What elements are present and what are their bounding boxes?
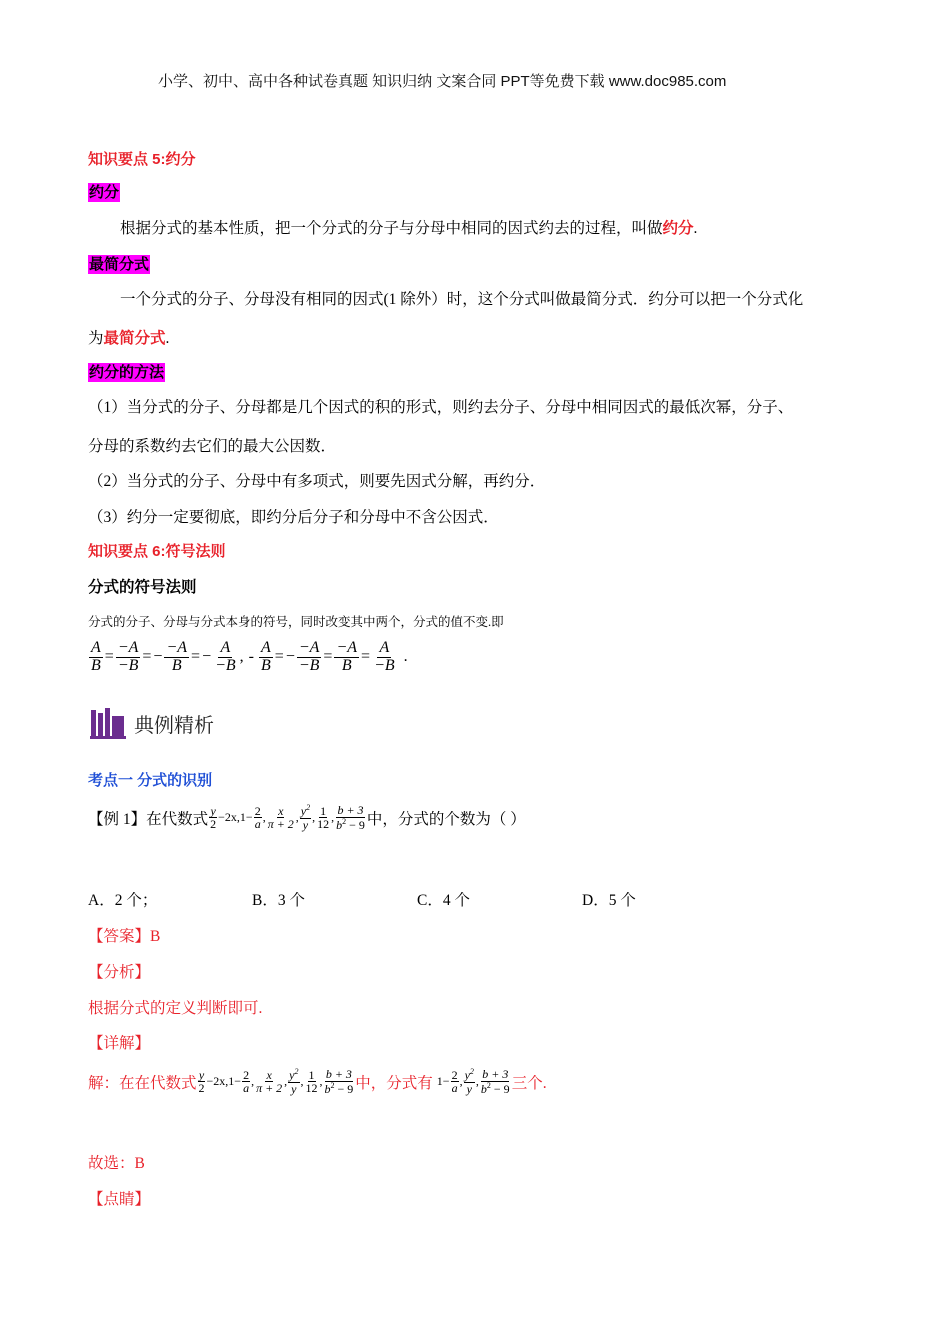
dianjing-label: 【点睛】 [88,1191,151,1208]
choice-c: C．4 个 [417,892,470,909]
tag-yuefen-label: 约分 [89,184,120,201]
frac-8: $\frac{A}{-B}$ [374,639,395,674]
method-1-line2: 分母的系数约去它们的最大公因数． [88,438,337,455]
tag-zuijian [88,253,150,274]
frac-2: $\frac{-A}{-B}$ [117,639,139,674]
frac-5: $\frac{A}{B}$ [261,639,271,674]
solution-prefix: 解：在在代数式 [88,1074,197,1092]
frac-7: $\frac{-A}{B}$ [336,639,358,674]
method-3: （3）约分一定要彻底，即约分后分子和分母中不含公因式． [88,509,499,526]
tag-method [88,361,165,382]
choice-a: A．2 个； [88,892,158,909]
analysis-text: 根据分式的定义判断即可. [88,1000,263,1017]
sign-rule-desc: 分式的分子、分母与分式本身的符号，同时改变其中两个，分式的值不变.即 [88,615,504,629]
choose-b: 故选：B [88,1155,145,1172]
zuijian-pre: 为 [88,330,104,347]
solution-answer-expression: 1− $\frac{2}{a}$ , $\frac{y^2}{y}$ , $\frac{b + 3}{b^2 - 9}$ [436,1067,510,1096]
zuijian-line2 [88,326,169,348]
answer: 【答案】B [88,928,161,945]
section-title-k5: 知识要点 5:约分 [88,151,196,168]
examples-heading [90,707,214,739]
choice-b: B．3 个 [252,892,305,909]
yuefen-text: 根据分式的基本性质，把一个分式的分子与分母中相同的因式约去的过程，叫做 [120,220,663,237]
yuefen-term: 约分 [662,220,694,237]
zuijian-line1: 一个分式的分子、分母没有相同的因式(1 除外）时，这个分式叫做最简分式．约分可以把一个分式化 [120,291,804,308]
books-icon [90,707,126,739]
analysis-label: 【分析】 [88,964,151,981]
tag-zuijian-label: 最简分式 [89,256,150,273]
detail-label: 【详解】 [88,1035,151,1052]
yuefen-end: . [693,220,698,237]
examples-heading-text: 典例精析 [134,714,214,737]
sign-rule-formula: $\frac{A}{B}$ = $\frac{-A}{-B}$ = − $\frac{-A}{B}$ = − $\frac{A}{-B}$ , - $\frac{A}{B}$ = − $\frac{-A}{-B}$ = $\frac{-A}{B}$ = $\frac{A}{-B}$ . [91,639,408,674]
zuijian-term: 最简分式 [103,330,166,347]
choice-d: D．5 个 [582,892,636,909]
method-1-line1: （1）当分式的分子、分母都是几个因式的积的形式，则约去分子、分母中相同因式的最低次幂，分子、 [88,399,794,416]
sign-rule-subtitle: 分式的符号法则 [88,579,197,596]
page-header: 小学、初中、高中各种试卷真题 知识归纳 文案合同 PPT等免费下载 www.doc985.com [158,73,727,90]
yuefen-definition [120,216,697,238]
tag-method-label: 约分的方法 [89,364,165,381]
solution-line [88,1068,547,1095]
solution-expression: $\frac{y}{2}$ −2x,1− $\frac{2}{a}$ , $\frac{x}{\pi + 2}$ , $\frac{y^2}{y}$ , $\frac{1}{12}$ , $\frac{b + 3}{b^2 - 9}$ [198,1067,354,1096]
frac-1: $\frac{A}{B}$ [91,639,101,674]
frac-4: $\frac{A}{-B}$ [215,639,236,674]
question-expression: $\frac{y}{2}$ −2x,1− $\frac{2}{a}$ , $\frac{x}{\pi + 2}$ , $\frac{y^2}{y}$ , $\frac{1}{12}$ , $\frac{b + 3}{b^2 - 9}$ [210,803,365,832]
section-title-k6: 知识要点 6:符号法则 [88,543,226,560]
question-suffix: 中，分式的个数为（ ） [366,810,526,828]
method-2: （2）当分式的分子、分母中有多项式，则要先因式分解，再约分． [88,473,546,490]
solution-mid: 中，分式有 [355,1074,433,1092]
solution-end: 三个. [511,1074,547,1092]
tag-yuefen [88,181,120,202]
kaodian-title: 考点一 分式的识别 [88,772,213,789]
question-prefix: 【例 1】在代数式 [88,810,209,828]
frac-6: $\frac{-A}{-B}$ [298,639,320,674]
question-1 [88,804,526,831]
zuijian-end: . [165,330,170,347]
frac-3: $\frac{-A}{B}$ [166,639,188,674]
